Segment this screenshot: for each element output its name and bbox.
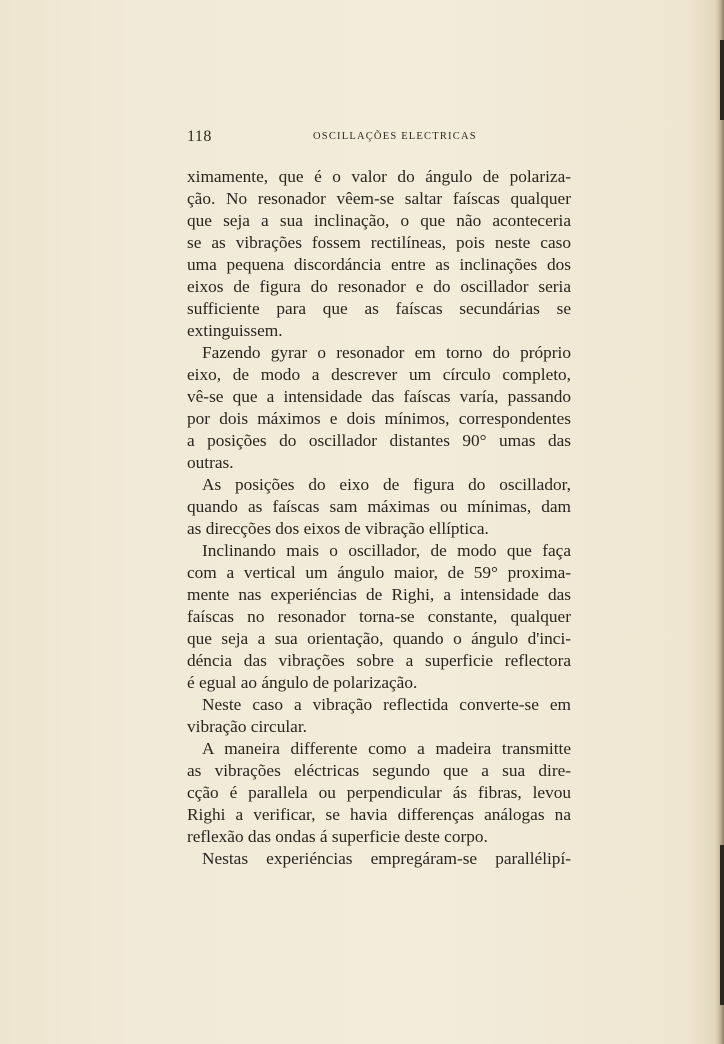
page-edge — [714, 0, 724, 1044]
text-line: com a vertical um ángulo maior, de 59° proxima- — [187, 563, 571, 582]
text-line: é egual ao ángulo de polarização. — [187, 673, 418, 692]
text-line: quando as faíscas sam máximas ou mínimas, dam — [187, 497, 571, 516]
body-text — [187, 166, 571, 870]
text-line: mente nas experiéncias de Righi, a intensidade das — [187, 585, 571, 604]
text-line: vê-se que a intensidade das faíscas varía, passando — [187, 387, 571, 406]
text-line: déncia das vibrações sobre a superficie reflectora — [187, 651, 571, 670]
text-line: eixos de figura do resonador e do oscillador seria — [187, 277, 571, 296]
text-line: reflexão das ondas á superficie deste corpo. — [187, 827, 488, 846]
edge-mark — [720, 40, 724, 120]
text-line: A maneira differente como a madeira transmitte — [202, 739, 571, 758]
text-line: ximamente, que é o valor do ángulo de polariza- — [187, 167, 571, 186]
text-line: uma pequena discordáncia entre as inclinações dos — [187, 255, 571, 274]
edge-mark — [720, 845, 724, 1005]
text-line: sufficiente para que as faíscas secundárias se — [187, 299, 571, 318]
text-line: Fazendo gyrar o resonador em torno do próprio — [202, 343, 571, 362]
text-line: as vibrações eléctricas segundo que a sua dire- — [187, 761, 571, 780]
text-line: vibração circular. — [187, 717, 307, 736]
text-line: Neste caso a vibração reflectida converte-se em — [202, 695, 571, 714]
text-line: que seja a sua orientação, quando o ángulo d'inci- — [187, 629, 571, 648]
running-header — [187, 128, 577, 152]
text-line: Inclinando mais o oscillador, de modo que faça — [202, 541, 571, 560]
text-line: extinguissem. — [187, 321, 283, 340]
text-line: por dois máximos e dois mínimos, correspondentes — [187, 409, 571, 428]
text-line: faíscas no resonador torna-se constante, qualquer — [187, 607, 571, 626]
text-line: eixo, de modo a descrever um círculo completo, — [187, 365, 571, 384]
text-line: as direcções dos eixos de vibração ellíptica. — [187, 519, 489, 538]
text-line: As posições do eixo de figura do oscillador, — [202, 475, 571, 494]
page-number: 118 — [187, 128, 212, 145]
running-title: OSCILLAÇÕES ELECTRICAS — [313, 131, 477, 142]
text-line: que seja a sua inclinação, o que não aconteceria — [187, 211, 571, 230]
text-line: ção. No resonador vêem-se saltar faíscas qualquer — [187, 189, 571, 208]
text-line: a posições do oscillador distantes 90° umas das — [187, 431, 571, 450]
text-line: cção é parallela ou perpendicular ás fibras, levou — [187, 783, 571, 802]
text-line: Righi a verificar, se havia differenças análogas na — [187, 805, 571, 824]
text-line: outras. — [187, 453, 234, 472]
text-line: Nestas experiéncias empregáram-se parallélipí- — [202, 849, 571, 868]
text-line: se as vibrações fossem rectilíneas, pois neste caso — [187, 233, 571, 252]
